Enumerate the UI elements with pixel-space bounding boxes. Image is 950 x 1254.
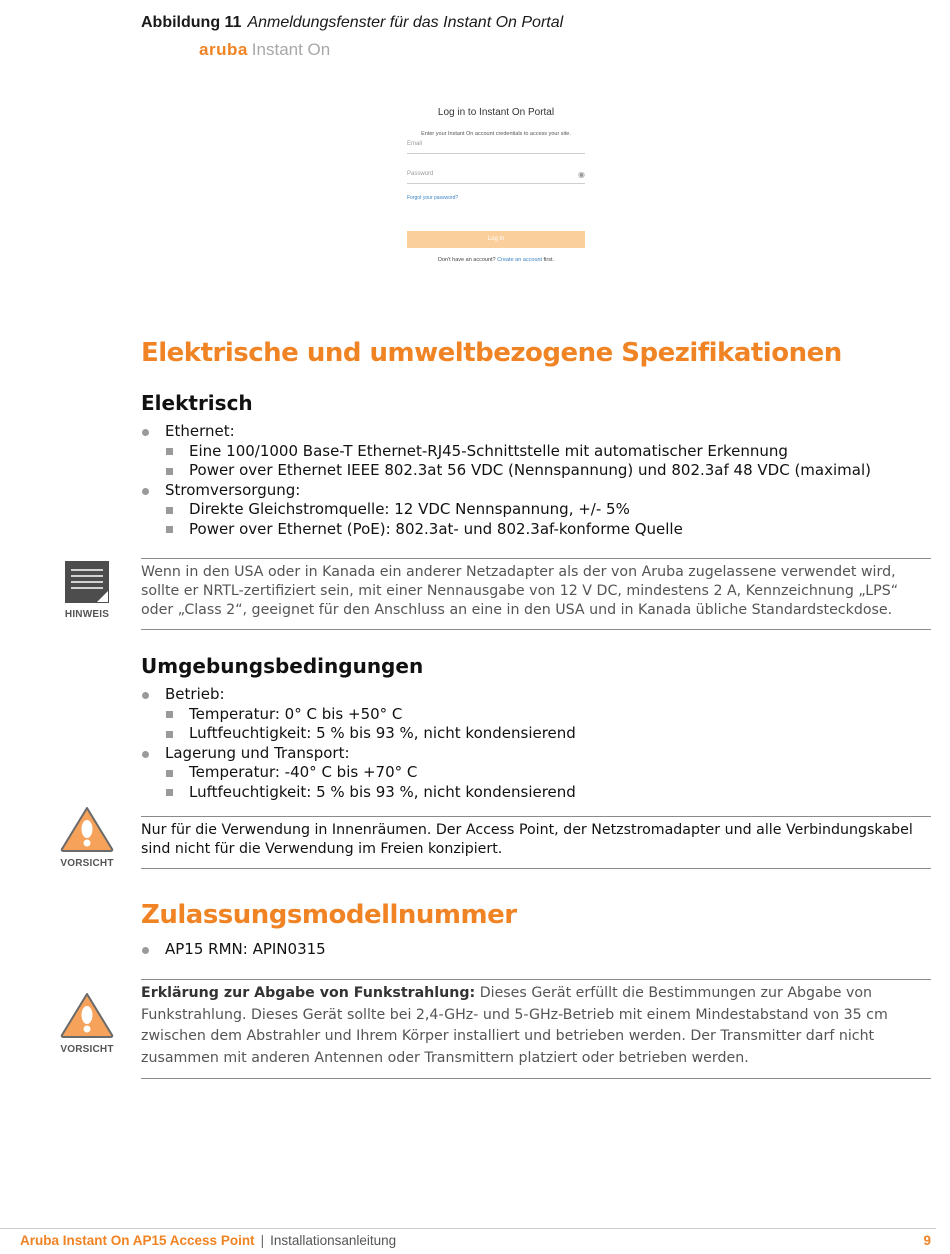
radiation-caution-box xyxy=(141,979,931,1079)
brand-product: Instant On xyxy=(251,40,331,59)
sub-list-item-text: Direkte Gleichstromquelle: 12 VDC Nennspannung, +/- 5% xyxy=(189,500,630,518)
list-item xyxy=(141,422,871,442)
sub-list-item-text: Power over Ethernet IEEE 802.3at 56 VDC (Nennspannung) und 802.3af 48 VDC (maximal) xyxy=(189,461,871,479)
forgot-password-link[interactable]: Forgot your password? xyxy=(407,195,459,201)
radiation-caution-bold: Erklärung zur Abgabe von Funkstrahlung: xyxy=(141,985,476,1001)
sub-list-item-text: Power over Ethernet (PoE): 802.3at- und 802.3af-konforme Quelle xyxy=(189,519,683,538)
no-account-text: Don't have an account? xyxy=(437,257,496,263)
figure-caption xyxy=(141,14,563,32)
sub-list-item xyxy=(141,461,871,481)
password-field[interactable] xyxy=(407,171,585,184)
warning-icon xyxy=(59,991,115,1039)
list-item xyxy=(141,685,576,705)
section-heading-model: Zulassungsmodellnummer xyxy=(141,900,517,930)
sub-list-item xyxy=(141,520,871,540)
model-list xyxy=(141,940,326,960)
sub-list-item-text: Eine 100/1000 Base-T Ethernet-RJ45-Schnittstelle mit automatischer Erkennung xyxy=(189,441,788,460)
bullet-icon xyxy=(142,429,149,436)
electrical-list xyxy=(141,422,871,539)
login-button[interactable]: Log in xyxy=(407,231,585,248)
note-icon-block xyxy=(58,560,116,620)
sub-list-item xyxy=(141,500,871,520)
note-icon xyxy=(64,560,110,604)
email-placeholder: Email xyxy=(407,141,423,147)
sub-list-item xyxy=(141,763,576,783)
caution-box xyxy=(141,816,931,869)
signup-prompt xyxy=(407,257,585,263)
list-item-text: Stromversorgung: xyxy=(165,480,301,499)
footer-doc-title: Installationsanleitung xyxy=(270,1233,397,1248)
eye-icon[interactable]: ◉ xyxy=(578,170,585,179)
caution-text: Nur für die Verwendung in Innenräumen. Der Access Point, der Netzstromadapter und alle Verbindungskabel sind nicht für die Verwendung im Freien konzipiert. xyxy=(141,822,913,857)
square-bullet-icon xyxy=(166,731,173,738)
list-item-text: AP15 RMN: APIN0315 xyxy=(165,940,326,958)
caution-icon-block xyxy=(58,805,116,869)
square-bullet-icon xyxy=(166,448,173,455)
radiation-caution-body: Dieses Gerät erfüllt die Bestimmungen zur Abgabe von Funkstrahlung. Dieses Gerät sollte bei 2,4-GHz- und 5-GHz-Betrieb mit einem Mindestabstand von 35 cm zwischen dem Abstrahler und Ihrem Körper installiert und betrieben werden. Der Transmitter darf nicht zusammen mit anderen Antennen oder Transmittern platziert oder betrieben werden. xyxy=(141,985,888,1066)
caution-label: VORSICHT xyxy=(60,1044,114,1055)
radiation-caution-text xyxy=(141,980,931,1078)
caution-label: VORSICHT xyxy=(60,858,114,869)
note-box xyxy=(141,558,931,630)
password-placeholder: Password xyxy=(407,171,434,177)
figure-label: Abbildung 11 xyxy=(141,14,242,31)
bullet-icon xyxy=(142,692,149,699)
list-item-text: Betrieb: xyxy=(165,685,225,703)
sub-list-item xyxy=(141,705,576,725)
square-bullet-icon xyxy=(166,770,173,777)
square-bullet-icon xyxy=(166,507,173,514)
environment-list xyxy=(141,685,576,802)
first-text: first. xyxy=(543,257,555,263)
bullet-icon xyxy=(142,947,149,954)
email-field[interactable] xyxy=(407,141,585,154)
bullet-icon xyxy=(142,751,149,758)
square-bullet-icon xyxy=(166,526,173,533)
sub-list-item xyxy=(141,442,871,462)
square-bullet-icon xyxy=(166,711,173,718)
sub-list-item-text: Luftfeuchtigkeit: 5 % bis 93 %, nicht kondensierend xyxy=(189,782,576,801)
create-account-link[interactable]: Create an account xyxy=(497,257,543,263)
list-item-text: Lagerung und Transport: xyxy=(165,743,350,762)
warning-icon xyxy=(59,805,115,853)
brand-aruba: aruba xyxy=(199,40,248,59)
list-item xyxy=(141,744,576,764)
sub-list-item-text: Luftfeuchtigkeit: 5 % bis 93 %, nicht kondensierend xyxy=(189,724,576,742)
list-item xyxy=(141,940,326,960)
login-title: Log in to Instant On Portal xyxy=(437,107,555,118)
list-item xyxy=(141,481,871,501)
sub-list-item-text: Temperatur: -40° C bis +70° C xyxy=(189,763,418,781)
figure-caption-text: Anmeldungsfenster für das Instant On Portal xyxy=(247,14,564,31)
subheading-electrical: Elektrisch xyxy=(141,391,253,415)
caution-icon-block xyxy=(58,991,116,1055)
footer-product: Aruba Instant On AP15 Access Point xyxy=(20,1233,255,1248)
subheading-environment: Umgebungsbedingungen xyxy=(141,654,424,678)
footer-separator: | xyxy=(260,1233,265,1248)
square-bullet-icon xyxy=(166,789,173,796)
sub-list-item-text: Temperatur: 0° C bis +50° C xyxy=(189,704,403,723)
brand-logo xyxy=(199,40,330,60)
note-text: Wenn in den USA oder in Kanada ein anderer Netzadapter als der von Aruba zugelassene verwendet wird, sollte er NRTL-zertifiziert sein, mit einer Nennausgabe von 12 V DC, mindestens 2 A, Kennzeichnung „LPS“ oder „Class 2“, geeignet für den Anschluss an eine in den USA und in Kanada übliche Standardsteckdose. xyxy=(141,564,899,618)
square-bullet-icon xyxy=(166,468,173,475)
sub-list-item xyxy=(141,724,576,744)
bullet-icon xyxy=(142,488,149,495)
footer xyxy=(20,1233,396,1248)
page-number: 9 xyxy=(923,1233,931,1248)
login-form xyxy=(407,107,585,263)
list-item-text: Ethernet: xyxy=(165,422,235,440)
section-heading-electrical: Elektrische und umweltbezogene Spezifikationen xyxy=(141,338,842,368)
note-label: HINWEIS xyxy=(64,609,110,620)
sub-list-item xyxy=(141,783,576,803)
footer-divider xyxy=(0,1228,936,1229)
login-subtitle: Enter your Instant On account credentials to access your site. xyxy=(421,131,571,137)
